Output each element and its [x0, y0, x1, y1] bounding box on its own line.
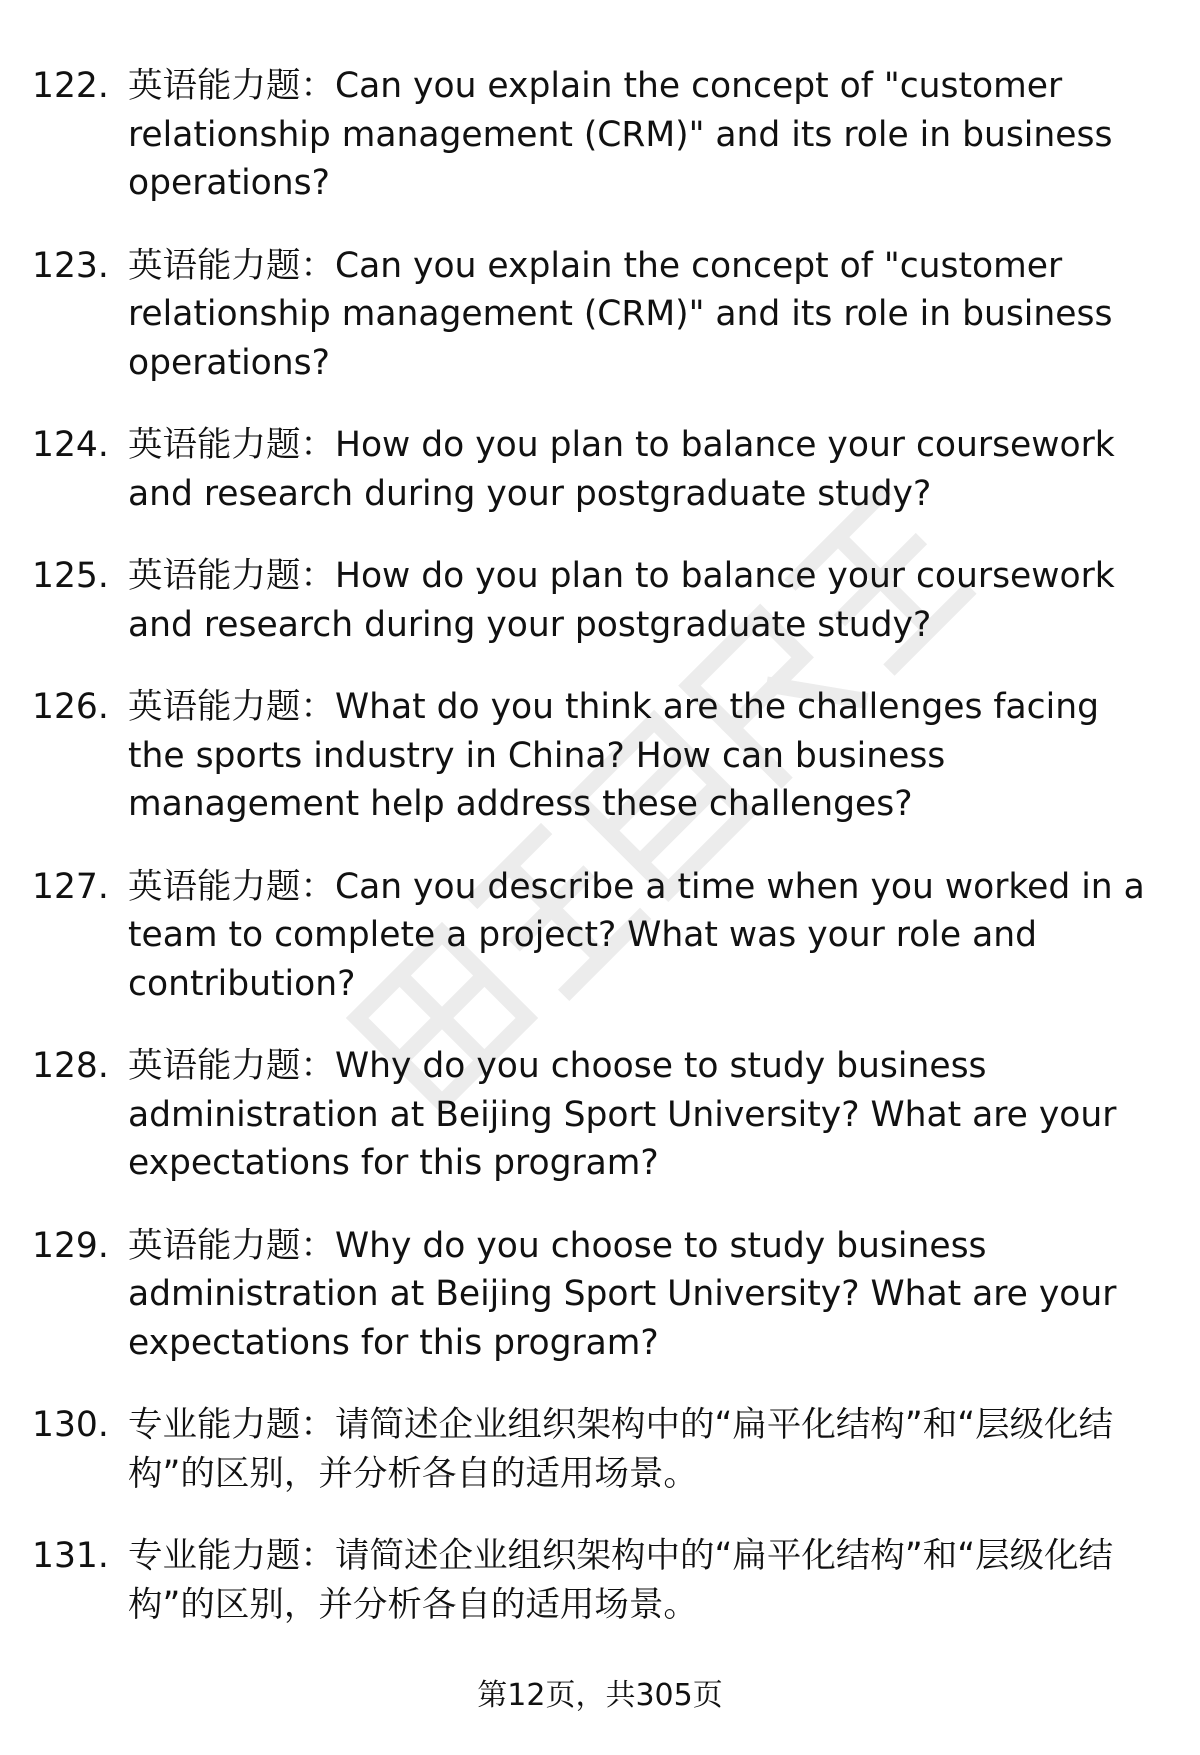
- question-text: 英语能力题：What do you think are the challenges facing the sports industry in China? How can business management help address these challenges?: [128, 687, 1099, 824]
- list-item: [32, 421, 1162, 518]
- question-number: 127.: [32, 866, 109, 907]
- question-text: 专业能力题：请简述企业组织架构中的“扁平化结构”和“层级化结构”的区别，并分析各自的适用场景。: [128, 1405, 1114, 1494]
- question-number: 130.: [32, 1405, 109, 1445]
- list-item: [32, 1222, 1162, 1368]
- question-text: 英语能力题：How do you plan to balance your coursework and research during your postgraduate study?: [128, 556, 1115, 645]
- list-item: [32, 683, 1162, 829]
- question-number: 129.: [32, 1225, 109, 1266]
- question-number: 125.: [32, 556, 109, 596]
- question-text: 英语能力题：How do you plan to balance your coursework and research during your postgraduate study?: [128, 425, 1115, 514]
- question-number: 126.: [32, 687, 109, 727]
- list-item: [32, 62, 1162, 208]
- list-item: [32, 1401, 1162, 1498]
- question-text: 专业能力题：请简述企业组织架构中的“扁平化结构”和“层级化结构”的区别，并分析各自的适用场景。: [128, 1536, 1114, 1625]
- question-list: [32, 62, 1162, 1663]
- question-text: 英语能力题：Why do you choose to study business administration at Beijing Sport University? What are your expectations for this program?: [128, 1225, 1117, 1363]
- list-item: [32, 863, 1162, 1009]
- page-footer: 第12页，共305页: [477, 1678, 723, 1713]
- list-item: [32, 552, 1162, 649]
- question-text: 英语能力题：Can you explain the concept of "customer relationship management (CRM)" and its role in business operations?: [128, 66, 1113, 203]
- list-item: [32, 242, 1162, 388]
- question-text: 英语能力题：Why do you choose to study business administration at Beijing Sport University? What are your expectations for this program?: [128, 1046, 1117, 1183]
- question-number: 123.: [32, 245, 109, 286]
- question-number: 122.: [32, 66, 109, 106]
- question-text: 英语能力题：Can you explain the concept of "customer relationship management (CRM)" and its role in business operations?: [128, 245, 1113, 383]
- question-number: 131.: [32, 1536, 109, 1576]
- list-item: [32, 1532, 1162, 1629]
- question-number: 124.: [32, 425, 109, 465]
- question-number: 128.: [32, 1046, 109, 1086]
- list-item: [32, 1042, 1162, 1188]
- question-text: 英语能力题：Can you describe a time when you worked in a team to complete a project? What was your role and contribution?: [128, 866, 1145, 1004]
